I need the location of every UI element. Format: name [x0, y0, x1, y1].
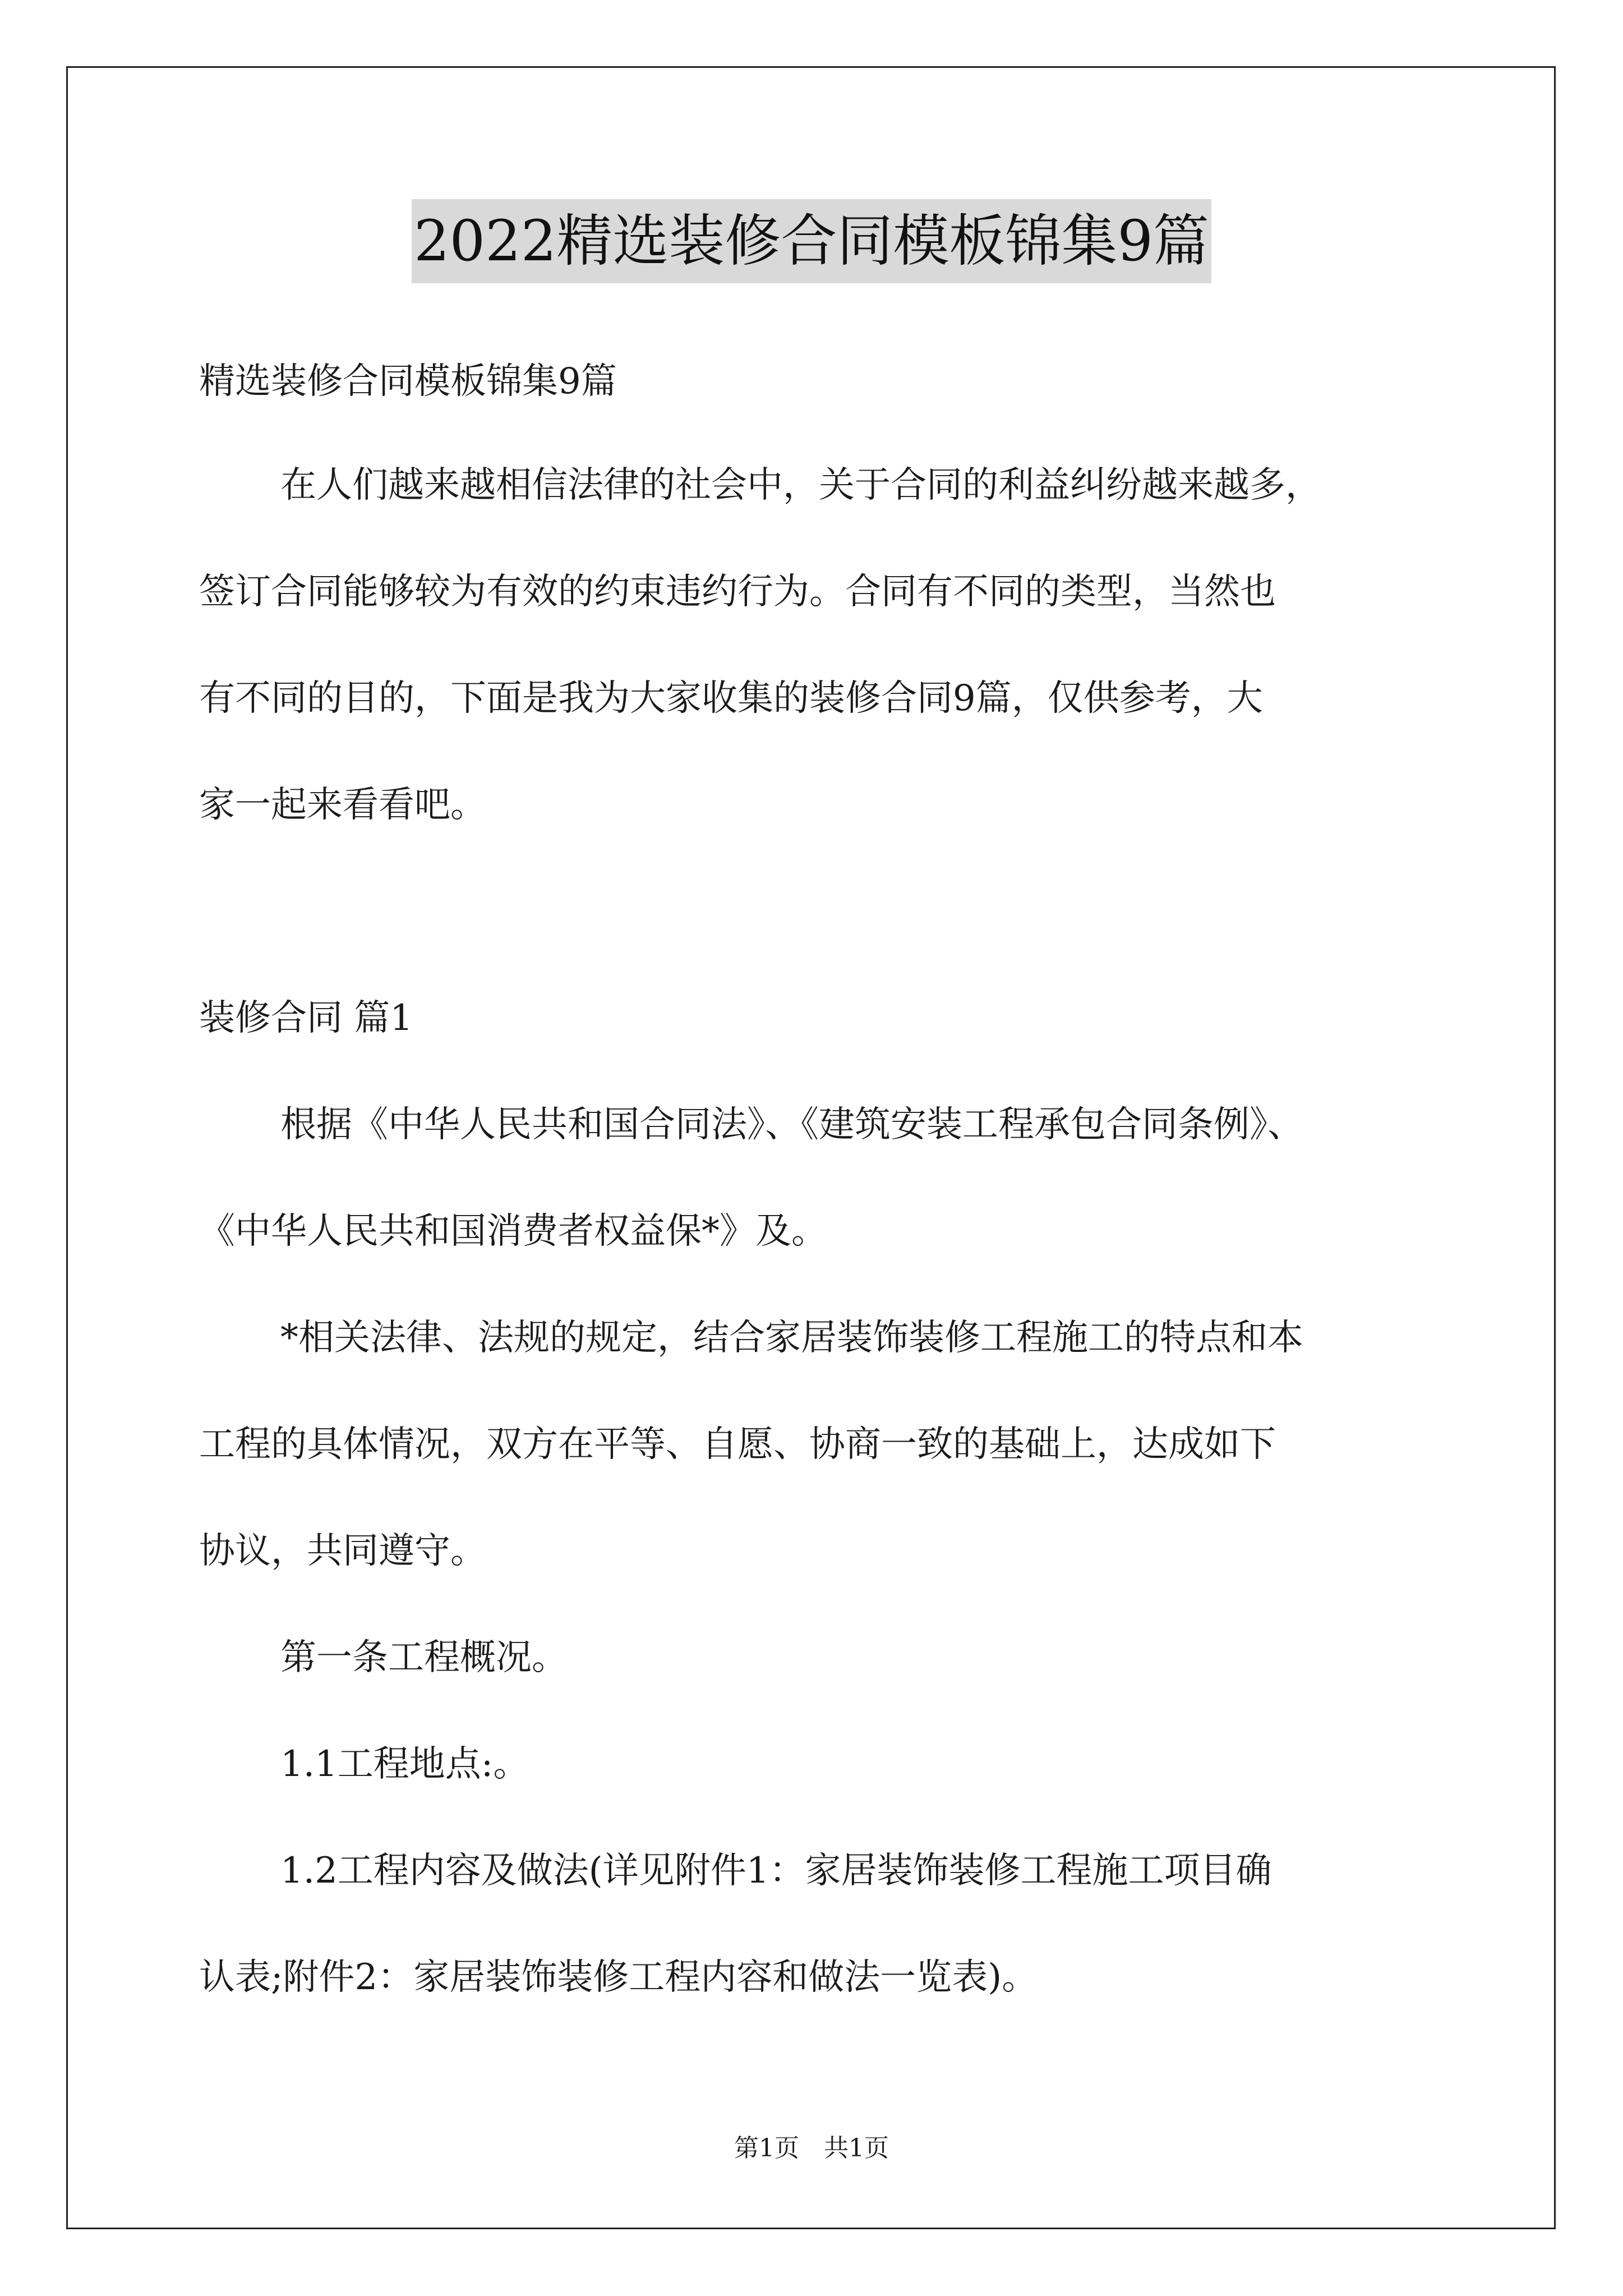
section-heading: 装修合同 篇1 [199, 997, 413, 1039]
document-title: 2022精选装修合同模板锦集9篇 [412, 199, 1211, 283]
paragraph-line: 《中华人民共和国消费者权益保*》及。 [199, 1211, 827, 1252]
paragraph-line: 工程的具体情况，双方在平等、自愿、协商一致的基础上，达成如下 [199, 1424, 1276, 1465]
paragraph-line: 签订合同能够较为有效的约束违约行为。合同有不同的类型，当然也 [199, 571, 1276, 613]
paragraph-line: 在人们越来越相信法律的社会中，关于合同的利益纠纷越来越多， [280, 464, 1321, 506]
clause-item: 1.2工程内容及做法(详见附件1：家居装饰装修工程施工项目确 [280, 1850, 1272, 1892]
paragraph-line: 家一起来看看吧。 [199, 784, 486, 826]
paragraph-line: *相关法律、法规的规定，结合家居装饰装修工程施工的特点和本 [280, 1317, 1303, 1359]
title-container [0, 199, 1623, 283]
paragraph-line: 协议，共同遵守。 [199, 1530, 486, 1572]
paragraph-line: 根据《中华人民共和国合同法》、《建筑安装工程承包合同条例》、 [280, 1104, 1303, 1145]
subtitle-line: 精选装修合同模板锦集9篇 [199, 361, 617, 402]
clause-item: 认表;附件2：家居装饰装修工程内容和做法一览表)。 [199, 1957, 1038, 1998]
page-footer: 第1页 共1页 [734, 2134, 889, 2162]
paragraph-line: 有不同的目的，下面是我为大家收集的装修合同9篇，仅供参考，大 [199, 678, 1263, 719]
clause-heading: 第一条工程概况。 [280, 1637, 568, 1678]
clause-item: 1.1工程地点:。 [280, 1743, 529, 1785]
